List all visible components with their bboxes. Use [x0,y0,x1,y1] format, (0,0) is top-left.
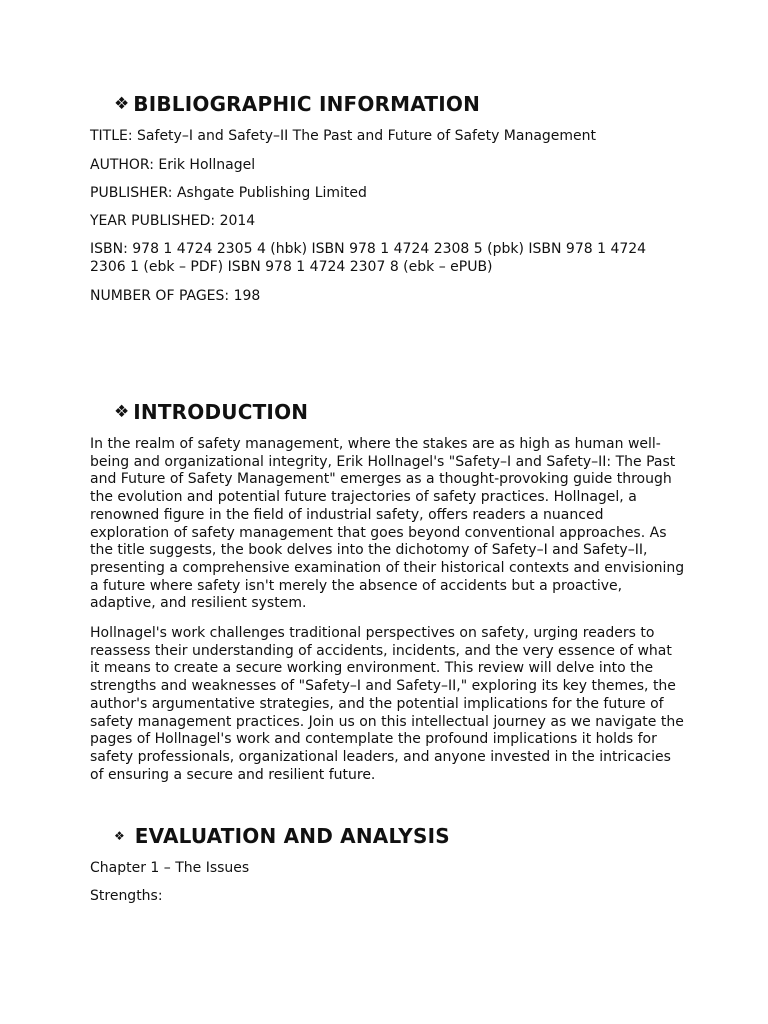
paragraph-line: it means to create a secure working environment. This review will delve into the [90,660,654,677]
introduction-heading [114,400,308,424]
publisher-line: PUBLISHER: Ashgate Publishing Limited [90,185,367,201]
paragraph-line: renowned figure in the field of industrial safety, offers readers a nuanced [90,506,604,523]
introduction-paragraph-2 [90,625,684,784]
paragraph-line: Hollnagel's work challenges traditional perspectives on safety, urging readers to [90,625,655,641]
paragraph-line: the title suggests, the book delves into the dichotomy of Safety–I and Safety–II, [90,542,648,559]
isbn-line-2: 2306 1 (ebk – PDF) ISBN 978 1 4724 2307 8 (ebk – ePUB) [90,259,493,275]
paragraph-line: exploration of safety management that goes beyond conventional approaches. As [90,524,667,541]
strengths-line: Strengths: [90,888,163,904]
diamond-bullet-icon: ❖ [114,402,130,422]
evaluation-heading [114,824,450,848]
paragraph-line: pages of Hollnagel's work and contemplate the profound implications it holds for [90,731,657,748]
paragraph-line: the evolution and potential future trajectories of safety practices. Hollnagel, a [90,489,637,506]
paragraph-line: In the realm of safety management, where the stakes are as high as human well- [90,436,661,452]
paragraph-line: a future where safety isn't merely the absence of accidents but a proactive, [90,577,623,594]
paragraph-line: reassess their understanding of accidents, incidents, and the very essence of what [90,642,672,659]
title-line: TITLE: Safety–I and Safety–II The Past and Future of Safety Management [90,128,597,144]
diamond-bullet-icon: ❖ [114,94,130,114]
evaluation-heading-text: EVALUATION AND ANALYSIS [134,824,450,848]
chapter-line: Chapter 1 – The Issues [90,860,250,876]
paragraph-line: strengths and weaknesses of "Safety–I and Safety–II," exploring its key themes, the [90,678,676,695]
bibliographic-heading [114,92,480,116]
isbn-line-1: ISBN: 978 1 4724 2305 4 (hbk) ISBN 978 1 4724 2308 5 (pbk) ISBN 978 1 4724 [90,241,647,257]
introduction-heading-text: INTRODUCTION [133,400,309,424]
pages-line: NUMBER OF PAGES: 198 [90,288,261,304]
author-line: AUTHOR: Erik Hollnagel [90,157,256,173]
paragraph-line: being and organizational integrity, Erik Hollnagel's "Safety–I and Safety–II: The Past [90,453,676,470]
bibliographic-heading-text: BIBLIOGRAPHIC INFORMATION [133,92,481,116]
paragraph-line: author's argumentative strategies, and the potential implications for the future of [90,695,664,712]
paragraph-line: adaptive, and resilient system. [90,595,307,612]
paragraph-line: safety professionals, organizational leaders, and anyone invested in the intricacies [90,748,671,765]
diamond-bullet-icon: ❖ [114,829,125,843]
paragraph-line: of ensuring a secure and resilient future. [90,766,376,783]
paragraph-line: presenting a comprehensive examination of their historical contexts and envisioning [90,559,685,576]
paragraph-line: and Future of Safety Management" emerges as a thought-provoking guide through [90,471,672,488]
year-line: YEAR PUBLISHED: 2014 [90,213,256,229]
paragraph-line: safety management practices. Join us on this intellectual journey as we navigate the [90,713,684,730]
introduction-paragraph-1 [90,436,685,613]
